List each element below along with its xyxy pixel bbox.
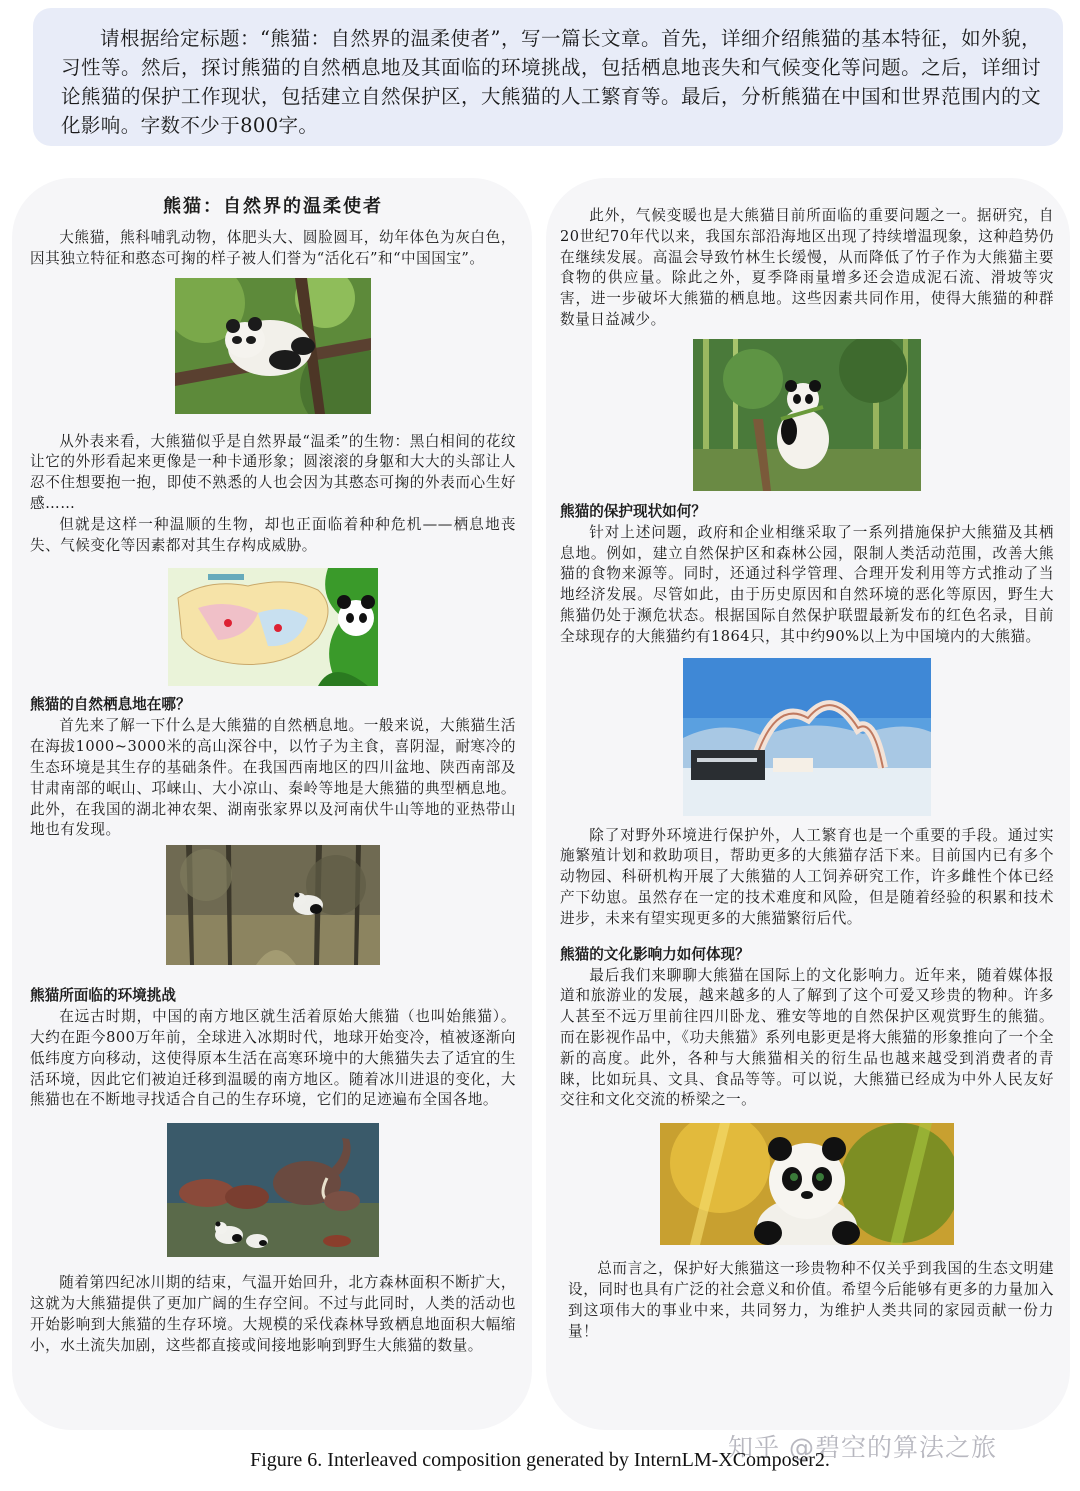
article-column-right [546, 178, 1070, 1430]
reserve-gate-image [683, 658, 931, 816]
paragraph-climate: 此外，气候变暖也是大熊猫目前所面临的重要问题之一。据研究，自20世纪70年代以来，我国东部沿海地区出现了持续增温现象，这种趋势仍在继续发展。高温会导致竹林生长缓慢，从而降低了竹子作为大熊猫主要食物的供应量。除此之外，夏季降雨量增多还会造成泥石流、滑坡等灾害，进一步破坏大熊猫的栖息地。这些因素共同作用，使得大熊猫的种群数量日益减少。 [560, 207, 1054, 328]
paragraph-protection: 针对上述问题，政府和企业相继采取了一系列措施保护大熊猫及其栖息地。例如，建立自然保护区和森林公园，限制人类活动范围，改善大熊猫的食物来源等。同时，还通过科学管理、合理开发利用等方式推动了当地经济发展。尽管如此，由于历史原因和自然环境的恶化等原因，野生大熊猫仍处于濒危状态。根据国际自然保护联盟最新发布的红色名录，目前全球现存的大熊猫约有1864只，其中约90%以上为中国境内的大熊猫。 [560, 523, 1054, 645]
heading-challenge: 熊猫所面临的环境挑战 [30, 987, 176, 1005]
panda-eating-bamboo-image [693, 339, 921, 491]
paragraph-culture: 最后我们来聊聊大熊猫在国际上的文化影响力。近年来，随着媒体报道和旅游业的发展，越来越多的人了解到了这个可爱又珍贵的物种。许多人甚至不远万里前往四川卧龙、雅安等地的自然保护区观赏野生的熊猫。而在影视作品中，《功夫熊猫》系列电影更是将大熊猫的形象推向了一个全新的高度。此外，各种与大熊猫相关的衍生品也越来越受到消费者的青睐，比如玩具、文具、食品等等。可以说，大熊猫已经成为中外人民友好交往和文化交流的桥梁之一。 [560, 966, 1054, 1109]
heading-habitat: 熊猫的自然栖息地在哪？ [30, 696, 191, 714]
heading-culture: 熊猫的文化影响力如何体现？ [560, 945, 750, 963]
paragraph-habitat: 首先来了解一下什么是大熊猫的自然栖息地。一般来说，大熊猫生活在海拔1000~3000米的高山深谷中，以竹子为主食，喜阴湿，耐寒冷的生态环境是其生存的基础条件。在我国西南地区的四川盆地、陕西南部及甘肃南部的岷山、邛崃山、大小凉山、秦岭等地是大熊猫的典型栖息地。此外，在我国的湖北神农架、湖南张家界以及河南伏牛山等地的亚热带山地也有发现。 [30, 717, 516, 839]
paragraph-ancient: 在远古时期，中国的南方地区就生活着原始大熊猫（也叫始熊猫）。大约在距今800万年前，全球进入冰期时代，地球开始变冷，植被逐渐向低纬度方向移动，这使得原本生活在高寒环境中的大熊猫失去了适宜的生活环境，因此它们被迫迁移到温暖的南方地区。随着冰川进退的变化，大熊猫也在不断地寻找适合自己的生存环境，它们的足迹遍布全国各地。 [30, 1008, 516, 1109]
paragraph-appearance: 从外表来看，大熊猫似乎是自然界最“温柔”的生物：黑白相间的花纹让它的外形看起来更像是一种卡通形象；圆滚滚的身躯和大大的头部让人忍不住想要抱一抱，即使不熟悉的人也会因为其憨态可掬的外表而心生好感…… [30, 432, 516, 512]
prehistoric-animals-image [167, 1123, 379, 1257]
panda-forest-image [166, 845, 380, 965]
paragraph-crisis: 但就是这样一种温顺的生物，却也正面临着种种危机——栖息地丧失、气候变化等因素都对其生存构成威胁。 [30, 515, 516, 554]
heading-protection: 熊猫的保护现状如何？ [560, 502, 706, 520]
paragraph-intro: 大熊猫，熊科哺乳动物，体肥头大、圆脸圆耳，幼年体色为灰白色，因其独立特征和憨态可掬的样子被人们誉为“活化石”和“中国国宝”。 [30, 229, 516, 267]
panda-in-tree-image [175, 278, 371, 414]
article-title: 熊猫：自然界的温柔使者 [163, 196, 383, 217]
paragraph-breeding: 除了对野外环境进行保护外，人工繁育也是一个重要的手段。通过实施繁殖计划和救助项目，帮助更多的大熊猫存活下来。目前国内已有多个动物园、科研机构开展了大熊猫的人工饲养研究工作，许多雌性个体已经产下幼崽。虽然存在一定的技术难度和风险，但是随着经验的积累和技术进步，未来有望实现更多的大熊猫繁衍后代。 [560, 826, 1054, 927]
paragraph-quaternary: 随着第四纪冰川期的结束，气温开始回升，北方森林面积不断扩大，这就为大熊猫提供了更加广阔的生存空间。不过与此同时，人类的活动也开始影响到大熊猫的生存环境。大规模的采伐森林导致栖息地面积大幅缩小，水土流失加剧，这些都直接或间接地影响到野生大熊猫的数量。 [30, 1274, 516, 1354]
prompt-box [33, 8, 1063, 146]
article-column-left [12, 178, 532, 1430]
prompt-text: 请根据给定标题：“熊猫：自然界的温柔使者”，写一篇长文章。首先，详细介绍熊猫的基本特征，如外貌，习性等。然后，探讨熊猫的自然栖息地及其面临的环境挑战，包括栖息地丧失和气候变化等问题。之后，详细讨论熊猫的保护工作现状，包括建立自然保护区，大熊猫的人工繁育等。最后，分析熊猫在中国和世界范围内的文化影响。字数不少于800字。 [61, 27, 1041, 137]
figure-caption: Figure 6. Interleaved composition generated by InternLM-XComposer2. [250, 1449, 830, 1471]
watermark: 知乎 @碧空的算法之旅 [728, 1433, 997, 1462]
kung-fu-panda-image [660, 1123, 954, 1245]
paragraph-conclusion: 总而言之，保护好大熊猫这一珍贵物种不仅关乎到我国的生态文明建设，同时也具有广泛的社会意义和价值。希望今后能够有更多的力量加入到这项伟大的事业中来，共同努力，为维护人类共同的家园贡献一份力量！ [568, 1260, 1054, 1340]
panda-map-image [168, 568, 378, 686]
